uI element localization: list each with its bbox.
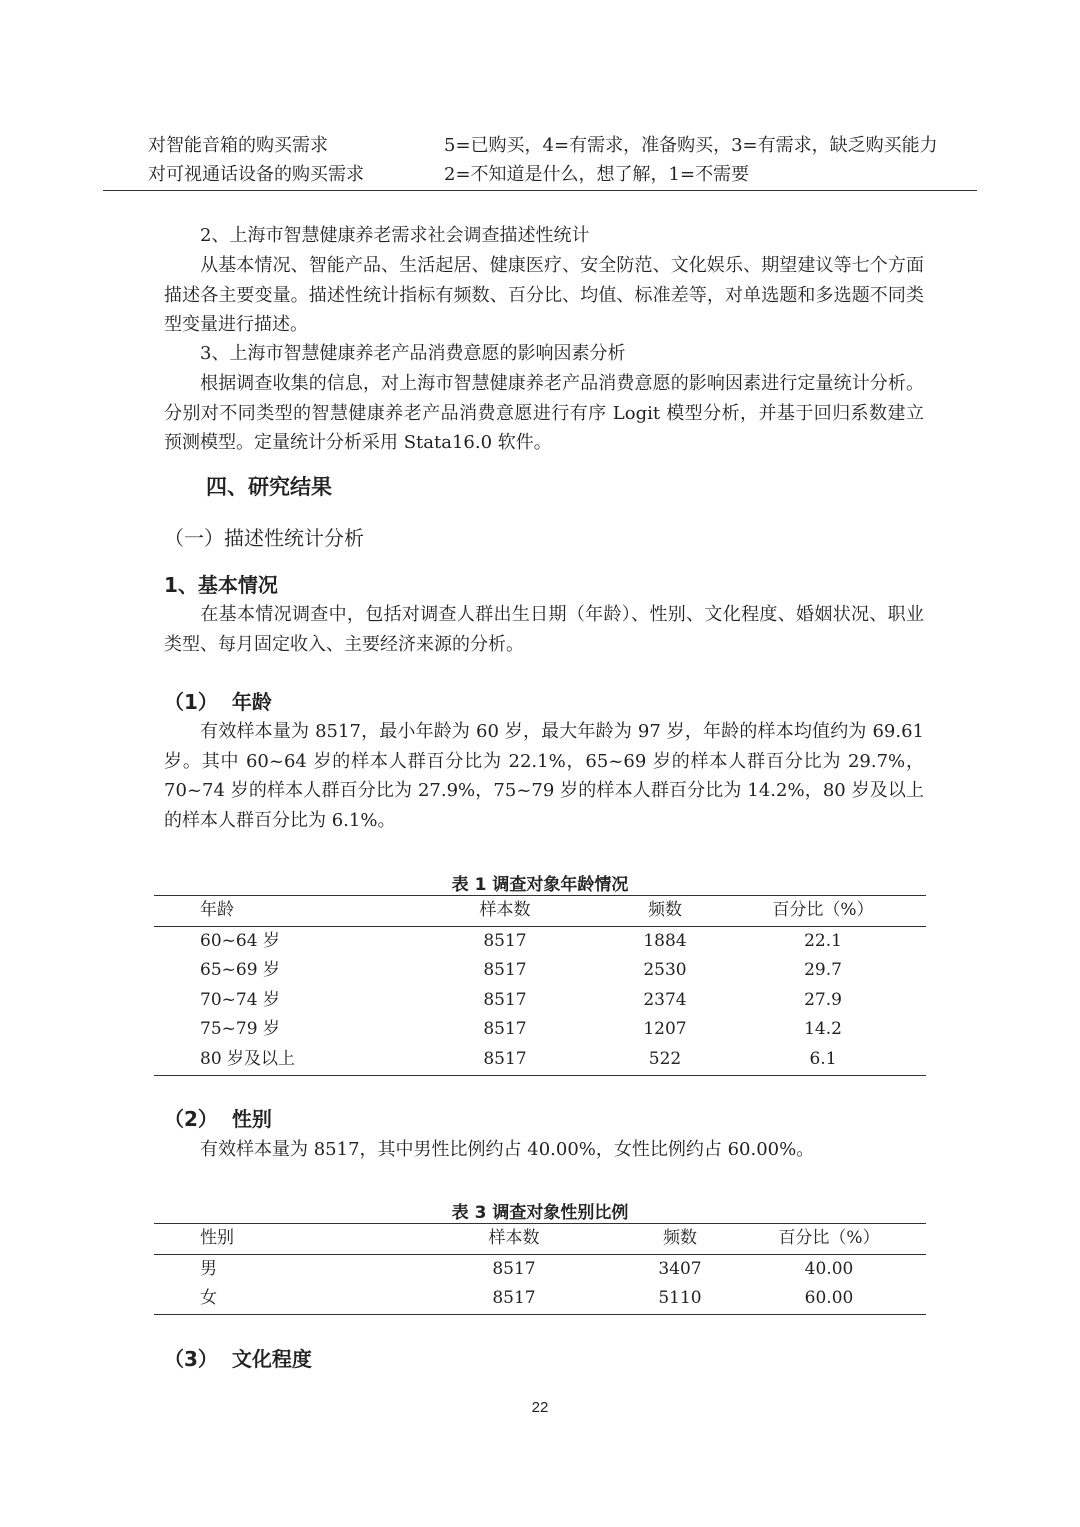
- table1-header-percent: 百分比（%）: [772, 900, 874, 920]
- section-2-text: 从基本情况、智能产品、生活起居、健康医疗、安全防范、文化娱乐、期望建议等七个方面描述各主要变量。描述性统计指标有频数、百分比、均值、标准差等，对单选题和多选题不同类型变量进行描述。: [164, 255, 924, 336]
- table1-cell: 14.2: [804, 1019, 842, 1040]
- table-row: [154, 1015, 926, 1045]
- table1-cell: 65~69 岁: [200, 960, 280, 981]
- table1-cell: 29.7: [804, 960, 842, 981]
- education-heading: （3） 文化程度: [164, 1347, 312, 1371]
- page-number: 22: [531, 1399, 549, 1416]
- table1-header-row: [154, 896, 926, 927]
- table1-cell: 8517: [483, 1048, 527, 1069]
- table3-cell: 8517: [492, 1288, 536, 1309]
- table3-cell: 女: [200, 1288, 217, 1309]
- table3-header-row: [154, 1224, 926, 1255]
- chapter-title: 四、研究结果: [206, 475, 332, 499]
- top-table-bottom-rule: [103, 190, 977, 191]
- table3-cell: 40.00: [804, 1258, 854, 1279]
- table1-cell: 60~64 岁: [200, 930, 280, 951]
- table3-header-sample: 样本数: [488, 1228, 540, 1248]
- table3-header-gender: 性别: [200, 1228, 234, 1248]
- age-paragraph: [164, 717, 924, 835]
- basic-text: 在基本情况调查中，包括对调查人群出生日期（年龄）、性别、文化程度、婚姻状况、职业类型、每月固定收入、主要经济来源的分析。: [164, 604, 924, 655]
- table3-cell: 60.00: [804, 1288, 854, 1309]
- table1-cell: 8517: [483, 989, 527, 1010]
- table1-cell: 8517: [483, 1019, 527, 1040]
- gender-text: 有效样本量为 8517，其中男性比例约占 40.00%，女性比例约占 60.00%。: [200, 1139, 815, 1160]
- table3-cell: 5110: [658, 1288, 702, 1309]
- table1-cell: 75~79 岁: [200, 1019, 280, 1040]
- table1-header-age: 年龄: [200, 900, 234, 920]
- section-3-paragraph: [164, 369, 924, 458]
- age-text: 有效样本量为 8517，最小年龄为 60 岁，最大年龄为 97 岁，年龄的样本均值约为 69.61 岁。其中 60~64 岁的样本人群百分比为 22.1%，65~69 岁的样本人群百分比为 29.7%，70~74 岁的样本人群百分比为 27.9%，75~79 岁的样本人群百分比为 14.2%，80 岁及以上的样本人群百分比为 6.1%。: [164, 721, 924, 831]
- table1-cell: 70~74 岁: [200, 989, 280, 1010]
- table-row: [154, 986, 926, 1016]
- table1-caption: 表 1 调查对象年龄情况: [451, 875, 629, 895]
- table1: [154, 895, 926, 1076]
- table3-cell: 8517: [492, 1258, 536, 1279]
- table1-cell: 2530: [643, 960, 687, 981]
- table3-cell: 男: [200, 1258, 217, 1279]
- top-table-row-2-value: 2=不知道是什么，想了解，1=不需要: [444, 164, 750, 185]
- gender-heading: （2） 性别: [164, 1107, 272, 1131]
- table1-cell: 22.1: [804, 930, 842, 951]
- table-row: [154, 956, 926, 986]
- table1-cell: 522: [648, 1048, 682, 1069]
- table1-cell: 1207: [643, 1019, 687, 1040]
- basic-heading: 1、基本情况: [164, 573, 278, 597]
- table-row: [154, 926, 926, 956]
- table3-header-percent: 百分比（%）: [778, 1228, 880, 1248]
- table1-cell: 8517: [483, 930, 527, 951]
- section-3-text: 根据调查收集的信息，对上海市智慧健康养老产品消费意愿的影响因素进行定量统计分析。分别对不同类型的智慧健康养老产品消费意愿进行有序 Logit 模型分析，并基于回归系数建立预测模型。定量统计分析采用 Stata16.0 软件。: [164, 373, 924, 454]
- table1-cell: 80 岁及以上: [200, 1048, 296, 1069]
- age-heading: （1） 年龄: [164, 690, 272, 714]
- section-3-heading: 3、上海市智慧健康养老产品消费意愿的影响因素分析: [200, 343, 626, 364]
- table3-cell: 3407: [658, 1258, 702, 1279]
- table3-header-frequency: 频数: [663, 1228, 697, 1248]
- top-table-row-1-label: 对智能音箱的购买需求: [148, 135, 328, 156]
- section-2-heading: 2、上海市智慧健康养老需求社会调查描述性统计: [200, 225, 590, 246]
- table-row: [154, 1284, 926, 1314]
- table1-cell: 1884: [643, 930, 687, 951]
- table3-caption: 表 3 调查对象性别比例: [451, 1203, 629, 1223]
- top-table-row-1-value: 5=已购买，4=有需求，准备购买，3=有需求，缺乏购买能力: [444, 135, 938, 156]
- section-2-paragraph: [164, 251, 924, 340]
- top-table-row-2-label: 对可视通话设备的购买需求: [148, 164, 364, 185]
- table-row: [154, 1254, 926, 1284]
- table-row: [154, 1045, 926, 1075]
- table1-cell: 2374: [643, 989, 687, 1010]
- table1-header-sample: 样本数: [479, 900, 531, 920]
- subsection-title: （一）描述性统计分析: [164, 526, 364, 550]
- table1-cell: 27.9: [804, 989, 842, 1010]
- gender-paragraph: [164, 1135, 924, 1165]
- table1-cell: 8517: [483, 960, 527, 981]
- table3: [154, 1223, 926, 1315]
- table1-cell: 6.1: [809, 1048, 837, 1069]
- table1-header-frequency: 频数: [648, 900, 682, 920]
- basic-paragraph: [164, 600, 924, 659]
